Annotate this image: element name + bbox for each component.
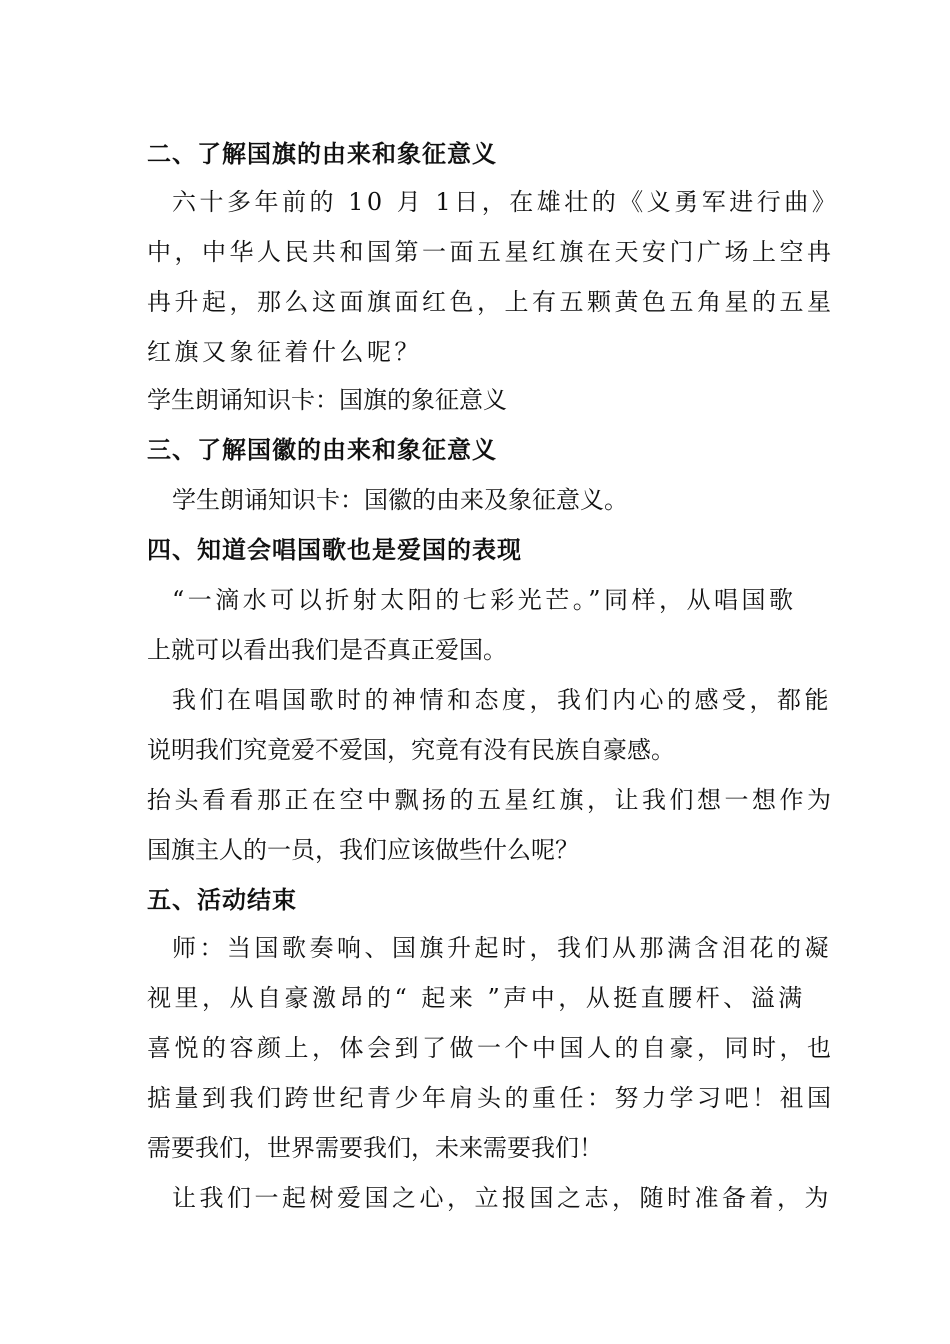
paragraph-line: 视里，从自豪激昂的“ 起来 ”声中，从挺直腰杆、溢满 [147,984,806,1012]
paragraph-line: 我们在唱国歌时的神情和态度，我们内心的感受，都能 [172,686,832,714]
paragraph-line: “一滴水可以折射太阳的七彩光芒。”同样，从唱国歌 [172,586,797,614]
section-heading: 四、知道会唱国歌也是爱国的表现 [147,536,522,564]
paragraph-line: 中，中华人民共和国第一面五星红旗在天安门广场上空冉 [147,238,835,266]
paragraph-line: 红旗又象征着什么呢？ [147,338,422,366]
paragraph-line: 六十多年前的 10 月 1日，在雄壮的《义勇军进行曲》 [172,188,840,216]
paragraph-line: 掂量到我们跨世纪青少年肩头的重任：努力学习吧！祖国 [147,1084,835,1112]
paragraph-line: 学生朗诵知识卡：国徽的由来及象征意义。 [172,486,628,514]
paragraph-line: 学生朗诵知识卡：国旗的象征意义 [147,386,507,414]
section-heading: 三、了解国徽的由来和象征意义 [147,436,497,464]
paragraph-line: 冉升起，那么这面旗面红色，上有五颗黄色五角星的五星 [147,288,835,316]
section-heading: 二、了解国旗的由来和象征意义 [147,140,497,168]
paragraph-line: 师：当国歌奏响、国旗升起时，我们从那满含泪花的凝 [172,934,832,962]
section-heading: 五、活动结束 [147,886,297,914]
paragraph-line: 国旗主人的一员，我们应该做些什么呢？ [147,836,579,864]
paragraph-line: 说明我们究竟爱不爱国，究竟有没有民族自豪感。 [147,736,675,764]
paragraph-line: 需要我们，世界需要我们，未来需要我们！ [147,1134,603,1162]
paragraph-line: 喜悦的容颜上，体会到了做一个中国人的自豪，同时，也 [147,1034,835,1062]
paragraph-line: 上就可以看出我们是否真正爱国。 [147,636,507,664]
paragraph-line: 抬头看看那正在空中飘扬的五星红旗，让我们想一想作为 [147,786,835,814]
paragraph-line: 让我们一起树爱国之心，立报国之志，随时准备着，为 [172,1184,832,1212]
